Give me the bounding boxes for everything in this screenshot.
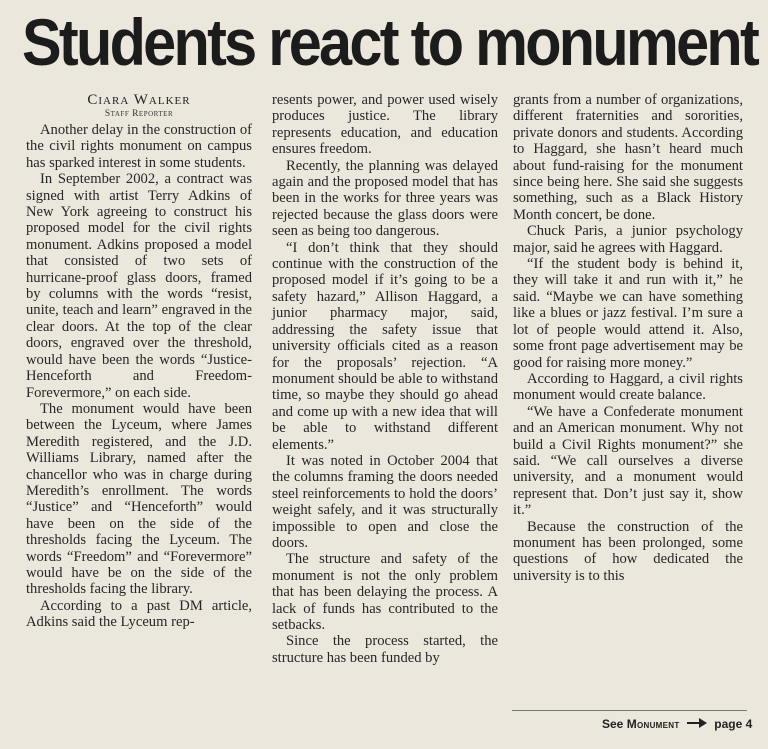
- paragraph: According to Haggard, a civil rights monument would create balance.: [513, 370, 743, 404]
- paragraph: Since the process started, the structure has been funded by: [272, 633, 498, 666]
- jump-reference: [602, 717, 752, 731]
- paragraph: grants from a number of organizations, different fraternities and sororities, private donors and students. According to Haggard, she hasn’t heard much about fund-raising for the monument since being here. She said she suggests something, such as a Black History Month concert, be done.: [513, 92, 743, 223]
- paragraph: Because the construction of the monument has been prolonged, some questions of how dedicated the university is to this: [513, 518, 743, 584]
- article-column-3: [513, 92, 743, 584]
- paragraph: Recently, the planning was delayed again and the proposed model that has been in the works for three years was rejected because the glass doors were seen as being too dangerous.: [272, 157, 498, 240]
- paragraph: Chuck Paris, a junior psychology major, said he agrees with Haggard.: [513, 223, 743, 256]
- jump-section-label: Monument: [626, 717, 680, 731]
- paragraph: According to a past DM article, Adkins said the Lyceum rep-: [26, 597, 252, 631]
- paragraph: resents power, and power used wisely produces justice. The library represents education, and education ensures freedom.: [272, 92, 498, 158]
- article-column-2: [272, 92, 498, 666]
- paragraph: “We have a Confederate monument and an American monument. Why not build a Civil Rights monument?” she said. “We call ourselves a diverse university, and a monument would represent that. Don’t just say it, show it.”: [513, 403, 743, 519]
- paragraph: Another delay in the construction of the civil rights monument on campus has sparked interest in some students.: [26, 122, 252, 171]
- byline: [26, 92, 252, 120]
- paragraph: The monument would have been between the Lyceum, where James Meredith registered, and the J.D. Williams Library, named after the chancellor who was in charge during Meredith’s enrollment. The words “Justice” and “Henceforth” would have been on the side of the thresholds facing the Lyceum. The words “Freedom” and “Forevermore” would have be on the side of the thresholds facing the library.: [26, 400, 252, 598]
- headline: Students react to monument: [22, 5, 758, 79]
- jump-page-label: page 4: [714, 717, 753, 731]
- column-divider-rule: [512, 710, 747, 711]
- jump-see-label: See: [602, 717, 624, 731]
- paragraph: “I don’t think that they should continue with the construction of the proposed model if it’s going to be a safety hazard,” Allison Haggard, a junior pharmacy major, said, addressing the safety issue that university officials cited as a reason for the proposals’ rejection. “A monument should be able to withstand time, so maybe they should go ahead and come up with a new idea that will be able to withstand different elements.”: [272, 239, 498, 453]
- byline-name: Ciara Walker: [87, 92, 191, 108]
- article-column-1: [26, 92, 252, 631]
- paragraph: In September 2002, a contract was signed with artist Terry Adkins of New York agreeing to construct his proposed model for the civil rights monument. Adkins proposed a model that consisted of two sets of hurricane-proof glass doors, framed by columns with the words “resist, unite, teach and learn” engraved in the clear doors. At the top of the clear doors, engraved over the threshold, would have been the words “Justice-Henceforth and Freedom-Forevermore,” on each side.: [26, 171, 252, 401]
- paragraph: It was noted in October 2004 that the columns framing the doors needed steel reinforcements to hold the doors’ weight safely, and it was structurally impossible to open and close the doors.: [272, 452, 498, 551]
- paragraph: “If the student body is behind it, they will take it and run with it,” he said. “Maybe we can have something like a blues or jazz festival. I’m sure a lot of people would attend it. Also, some front page advertisement may be good for raising more money.”: [513, 256, 743, 371]
- arrow-right-icon: [686, 717, 708, 731]
- paragraph: The structure and safety of the monument is not the only problem that has been delaying the process. A lack of funds has contributed to the setbacks.: [272, 551, 498, 633]
- byline-title: Staff Reporter: [104, 109, 174, 119]
